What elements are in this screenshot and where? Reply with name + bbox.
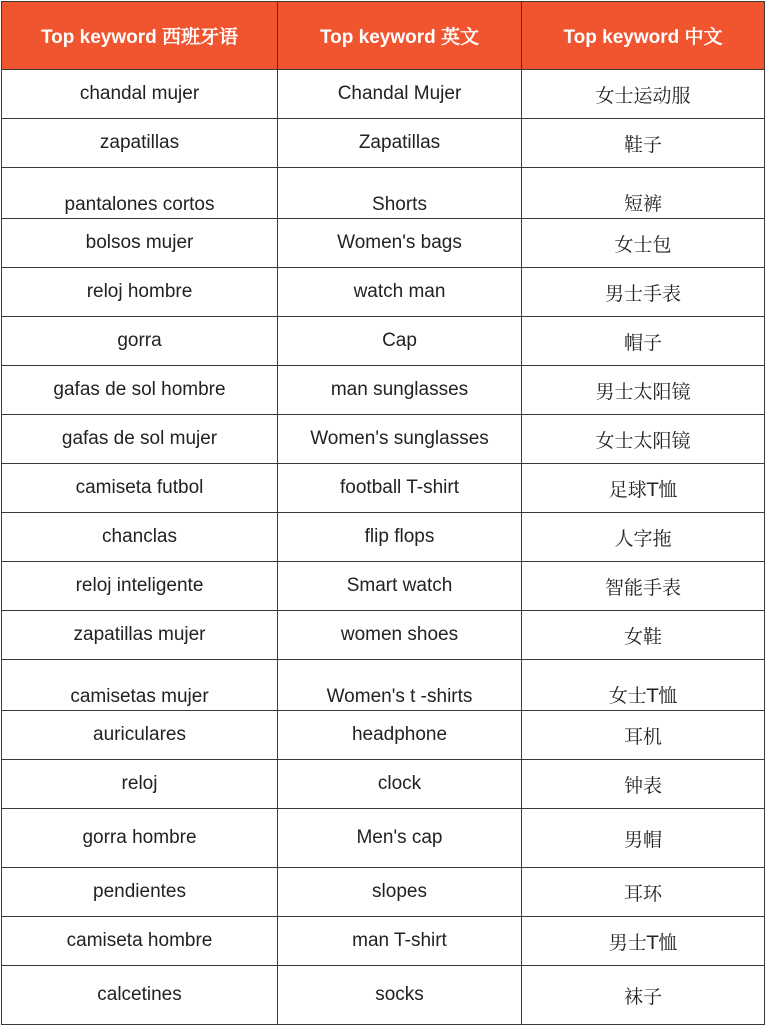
cell-english: Chandal Mujer <box>278 70 522 119</box>
cell-spanish: bolsos mujer <box>2 219 278 268</box>
table-row <box>2 219 765 268</box>
cell-english: women shoes <box>278 611 522 660</box>
cell-spanish: gafas de sol hombre <box>2 366 278 415</box>
table-row <box>2 464 765 513</box>
cell-spanish: pendientes <box>2 868 278 917</box>
table-row <box>2 70 765 119</box>
table-row <box>2 711 765 760</box>
table-row <box>2 917 765 966</box>
cell-chinese: 男帽 <box>522 809 765 868</box>
cell-english: Women's sunglasses <box>278 415 522 464</box>
keyword-table <box>1 1 765 1025</box>
table-row <box>2 366 765 415</box>
cell-english: Cap <box>278 317 522 366</box>
cell-english: Women's bags <box>278 219 522 268</box>
table-row <box>2 317 765 366</box>
cell-english: watch man <box>278 268 522 317</box>
cell-spanish: reloj <box>2 760 278 809</box>
cell-english: clock <box>278 760 522 809</box>
header-chinese: Top keyword 中文 <box>522 2 765 70</box>
cell-spanish: camiseta futbol <box>2 464 278 513</box>
cell-chinese: 男士T恤 <box>522 917 765 966</box>
table-row <box>2 868 765 917</box>
cell-english: Women's t -shirts <box>278 660 522 711</box>
table-row <box>2 660 765 711</box>
cell-spanish: zapatillas <box>2 119 278 168</box>
cell-english: man T-shirt <box>278 917 522 966</box>
table-row <box>2 168 765 219</box>
header-spanish: Top keyword 西班牙语 <box>2 2 278 70</box>
table-row <box>2 119 765 168</box>
cell-chinese: 女士运动服 <box>522 70 765 119</box>
cell-chinese: 女士包 <box>522 219 765 268</box>
cell-chinese: 男士手表 <box>522 268 765 317</box>
cell-chinese: 短裤 <box>522 168 765 219</box>
cell-spanish: reloj inteligente <box>2 562 278 611</box>
cell-chinese: 钟表 <box>522 760 765 809</box>
cell-spanish: auriculares <box>2 711 278 760</box>
cell-spanish: camiseta hombre <box>2 917 278 966</box>
cell-english: man sunglasses <box>278 366 522 415</box>
cell-english: flip flops <box>278 513 522 562</box>
table-row <box>2 611 765 660</box>
cell-spanish: chandal mujer <box>2 70 278 119</box>
cell-chinese: 帽子 <box>522 317 765 366</box>
cell-chinese: 鞋子 <box>522 119 765 168</box>
cell-english: football T-shirt <box>278 464 522 513</box>
cell-chinese: 男士太阳镜 <box>522 366 765 415</box>
header-english: Top keyword 英文 <box>278 2 522 70</box>
table-row <box>2 562 765 611</box>
cell-chinese: 袜子 <box>522 966 765 1025</box>
cell-english: slopes <box>278 868 522 917</box>
table-row <box>2 809 765 868</box>
header-row <box>2 2 765 70</box>
cell-english: Zapatillas <box>278 119 522 168</box>
cell-english: headphone <box>278 711 522 760</box>
cell-english: Shorts <box>278 168 522 219</box>
table-row <box>2 760 765 809</box>
cell-spanish: gorra <box>2 317 278 366</box>
table-row <box>2 513 765 562</box>
cell-english: Men's cap <box>278 809 522 868</box>
cell-english: socks <box>278 966 522 1025</box>
table-row <box>2 415 765 464</box>
cell-chinese: 耳环 <box>522 868 765 917</box>
cell-chinese: 女鞋 <box>522 611 765 660</box>
cell-spanish: gafas de sol mujer <box>2 415 278 464</box>
cell-chinese: 人字拖 <box>522 513 765 562</box>
table-row <box>2 966 765 1025</box>
cell-chinese: 女士T恤 <box>522 660 765 711</box>
table-row <box>2 268 765 317</box>
cell-spanish: gorra hombre <box>2 809 278 868</box>
cell-english: Smart watch <box>278 562 522 611</box>
cell-spanish: pantalones cortos <box>2 168 278 219</box>
cell-spanish: reloj hombre <box>2 268 278 317</box>
cell-spanish: camisetas mujer <box>2 660 278 711</box>
cell-chinese: 女士太阳镜 <box>522 415 765 464</box>
cell-chinese: 耳机 <box>522 711 765 760</box>
cell-spanish: calcetines <box>2 966 278 1025</box>
cell-chinese: 智能手表 <box>522 562 765 611</box>
cell-chinese: 足球T恤 <box>522 464 765 513</box>
cell-spanish: zapatillas mujer <box>2 611 278 660</box>
cell-spanish: chanclas <box>2 513 278 562</box>
